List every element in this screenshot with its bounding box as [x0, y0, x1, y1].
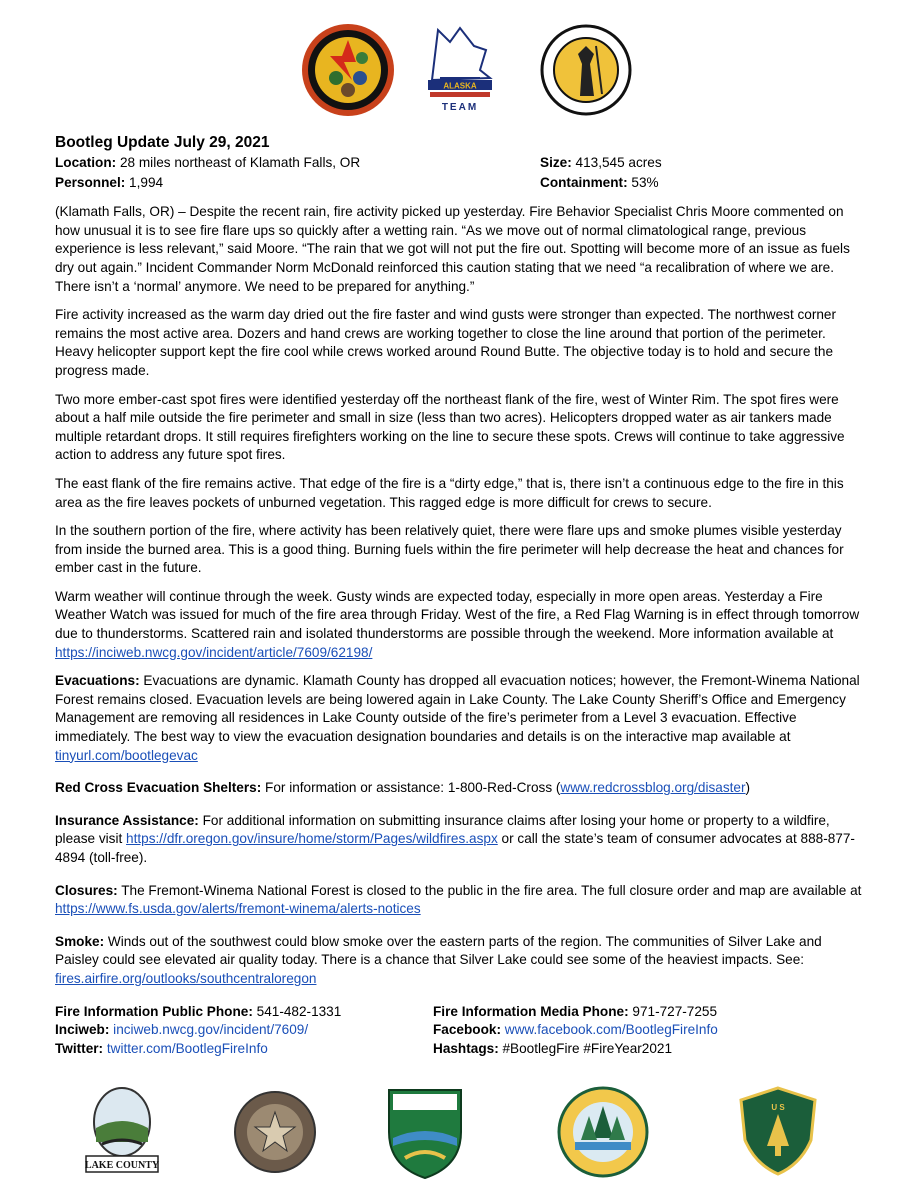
paragraph-red-cross: Red Cross Evacuation Shelters: For information or assistance: 1-800-Red-Cross (www.redcrossblog.org/disaster): [55, 780, 751, 796]
twitter-row: Twitter: twitter.com/BootlegFireInfo: [55, 1040, 268, 1056]
oregon-national-guard-logo: [540, 24, 632, 116]
evacuation-map-link[interactable]: tinyurl.com/bootlegevac: [55, 747, 198, 763]
alaska-team-logo: [420, 20, 500, 120]
inciweb-row: Inciweb: inciweb.nwcg.gov/incident/7609/: [55, 1022, 309, 1038]
closures-link[interactable]: https://www.fs.usda.gov/alerts/fremont-winema/alerts-notices: [55, 901, 421, 917]
paragraph-closures: Closures: The Fremont-Winema National Forest is closed to the public in the fire area. The full closure order and map are available at https://www.fs.usda.gov/alerts/fremont-winema/alerts-notices: [55, 882, 862, 917]
insurance-link[interactable]: https://dfr.oregon.gov/insure/home/storm/Pages/wildfires.aspx: [126, 831, 498, 847]
south-central-oregon-fire-logo: [300, 22, 396, 118]
facebook-link[interactable]: www.facebook.com/BootlegFireInfo: [500, 1022, 718, 1038]
facebook-row: Facebook: www.facebook.com/BootlegFireInfo: [433, 1022, 718, 1038]
lake-county-logo: [82, 1086, 162, 1176]
public-phone-row: Fire Information Public Phone: 541-482-1331: [55, 1003, 342, 1019]
paragraph-southern: In the southern portion of the fire, where activity has been relatively quiet, there were flare ups and smoke plumes visible yesterday from inside the burned area. This is a good thing. Burning fuels within the fire perimeter will help decrease the heat and chances for ember cast in the future.: [55, 523, 844, 576]
location-row: Location: 28 miles northeast of Klamath Falls, OR: [55, 155, 361, 170]
update-content: [55, 133, 867, 1058]
paragraph-east-flank: The east flank of the fire remains active. That edge of the fire is a “dirty edge,” that is, there isn’t a continuous edge to the fire in this area as the fire leaves pockets of unburned vegetation. This ragged edge is more difficult for crews to secure.: [55, 475, 844, 510]
red-cross-link[interactable]: www.redcrossblog.org/disaster: [560, 780, 746, 796]
paragraph-spot-fires: Two more ember-cast spot fires were identified yesterday off the northeast flank of the fire, west of Winter Rim. The spot fires were about a half mile outside the fire perimeter and small in size (less than two acres). Helicopters dropped water as air tankers made multiple retardant drops. It still requires firefighters working on the line to secure these spots. Crews will continue to take aggressive action to address any future spot fires.: [55, 391, 845, 463]
page-title: Bootleg Update July 29, 2021: [55, 134, 270, 151]
svg-text:TEAM: TEAM: [441, 102, 479, 113]
media-phone-row: Fire Information Media Phone: 971-727-7255: [433, 1003, 718, 1019]
containment-row: Containment: 53%: [540, 174, 659, 190]
svg-text:LAKE COUNTY: LAKE COUNTY: [84, 1160, 160, 1171]
paragraph-activity: Fire activity increased as the warm day dried out the fire faster and wind gusts were stronger than expected. The northwest corner remains the most active area. Dozers and hand crews are working together to close the line around that portion of the perimeter. Heavy helicopter support kept the fire cool while crews worked around Round Butte. The objective today is to hold and secure the progress made.: [55, 307, 837, 378]
fact-grid: [55, 154, 867, 192]
bottom-logo-row: [0, 1086, 923, 1186]
inciweb-link[interactable]: inciweb.nwcg.gov/incident/7609/: [109, 1022, 309, 1038]
size-row: Size: 413,545 acres: [540, 155, 662, 170]
paragraph-weather: Warm weather will continue through the week. Gusty winds are expected today, especially in more open areas. Yesterday a Fire Weather Watch was issued for much of the fire area through Friday. West of the fire, a Red Flag Warning is in effect through tomorrow due to thunderstorms. Scattered rain and isolated thunderstorms are possible through the weekend. More information available at https://inciweb.nwcg.gov/incident/article/7609/62198/: [55, 588, 860, 660]
svg-text:U S: U S: [771, 1103, 785, 1112]
smoke-link[interactable]: fires.airfire.org/outlooks/southcentraloregon: [55, 970, 317, 986]
svg-text:ALASKA: ALASKA: [443, 81, 477, 91]
paragraph-insurance: Insurance Assistance: For additional information on submitting insurance claims after losing your home or property to a wildfire, please visit https://dfr.oregon.gov/insure/home/storm/Pages/wildfires.aspx or call the state’s team of consumer advocates at 888-877-4894 (toll-free).: [55, 812, 855, 865]
contact-grid: [55, 1003, 867, 1059]
paragraph-smoke: Smoke: Winds out of the southwest could blow smoke over the eastern parts of the region. The communities of Silver Lake and Paisley could see elevated air quality today. There is a chance that Silver Lake could see some of the heaviest impacts. See: fires.airfire.org/outlooks/southcentraloregon: [55, 933, 822, 986]
klamath-county-em-logo: [233, 1090, 317, 1174]
blm-logo: [385, 1086, 465, 1180]
twitter-link[interactable]: twitter.com/BootlegFireInfo: [103, 1040, 268, 1056]
hashtags-row: Hashtags: #BootlegFire #FireYear2021: [433, 1040, 673, 1056]
personnel-row: Personnel: 1,994: [55, 174, 164, 190]
paragraph-evacuations: Evacuations: Evacuations are dynamic. Klamath County has dropped all evacuation notices; however, the Fremont-Winema National Forest remains closed. Evacuation levels are being lowered again in Lake County. The Lake County Sheriff’s Office and Emergency Management are removing all residences in Lake County outside of the fire’s perimeter from a Level 3 evacuation. Effective immediately. The best way to view the evacuation designation boundaries and details is on the interactive map available at tinyurl.com/bootlegevac: [55, 673, 860, 763]
paragraph-overview: (Klamath Falls, OR) – Despite the recent rain, fire activity picked up yesterday. Fire Behavior Specialist Chris Moore commented on how unusual it is to see fire flare ups so quickly after a wetting rain. “As we move out of normal climatological range, previous experience is less relevant,” said Moore. “The rain that we got will not put the fire out. Spotting will become more of an issue as fuels dry out again.” Incident Commander Norm McDonald reinforced this caution stating that we need “a recalibration of where we are. There isn’t a ‘normal’ anymore. We need to be prepared for anything.”: [55, 204, 850, 294]
oregon-forestry-logo: [557, 1086, 649, 1178]
forest-service-logo: [737, 1086, 819, 1176]
top-logo-row: [0, 20, 923, 125]
weather-link[interactable]: https://inciweb.nwcg.gov/incident/article/7609/62198/: [55, 644, 373, 660]
